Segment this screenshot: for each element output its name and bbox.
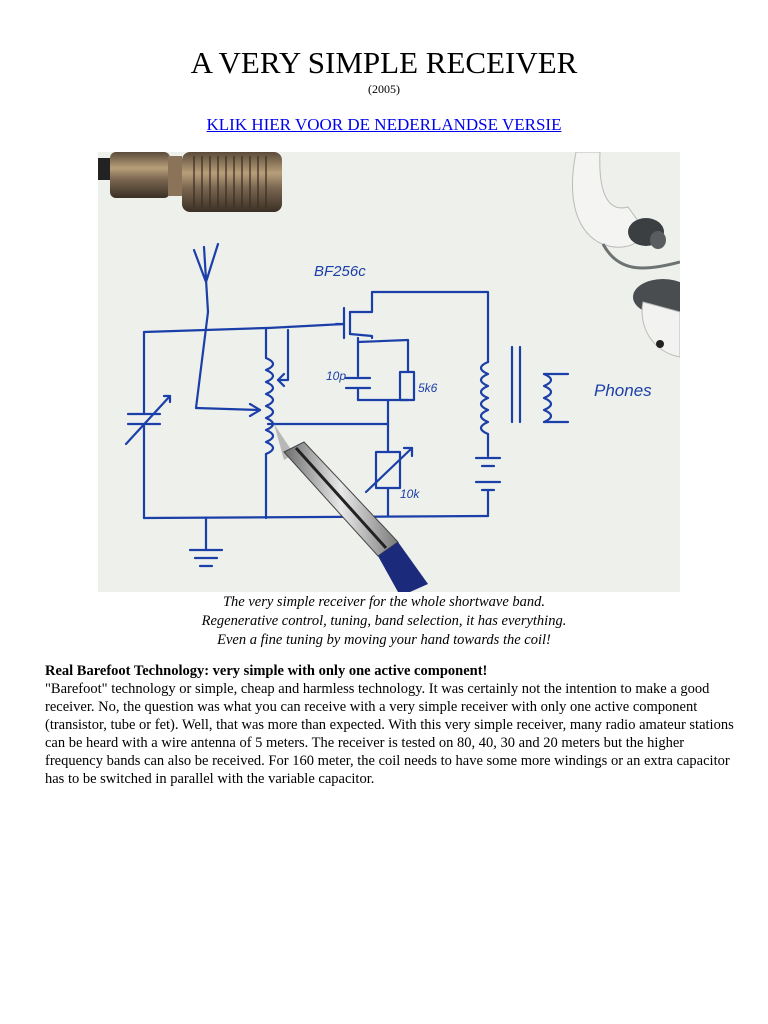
page-title: A VERY SIMPLE RECEIVER [190, 45, 578, 80]
article-paragraph: "Barefoot" technology or simple, cheap and harmless technology. It was certainly not the intention to make a good receiver. No, the question was what you can receive with a very simple receiver with only one active component (transistor, tube or fet). Well, that was more than expected. With this very simple receiver, many radio amateur stations can be heard with a wire antenna of 5 meters. The receiver is tested on 80, 40, 30 and 20 meters but the higher frequency bands can also be received. For 160 meter, the coil needs to have some more windings or an extra capacitor has to be switched in parallel with the variable capacitor. [45, 681, 734, 787]
schematic-drawing [98, 152, 680, 592]
potentiometer-label: 10k [400, 487, 420, 501]
transistor-label: BF256c [314, 263, 366, 280]
schematic-photo [98, 152, 680, 592]
dutch-version-link-container [0, 114, 768, 136]
dutch-version-link[interactable]: KLIK HIER VOOR DE NEDERLANDSE VERSIE [206, 115, 562, 134]
article-heading: Real Barefoot Technology: very simple with only one active component! [45, 663, 488, 679]
article-body [45, 662, 735, 788]
caption-line: Regenerative control, tuning, band selection, it has everything. [201, 613, 567, 629]
caption-line: The very simple receiver for the whole shortwave band. [222, 594, 546, 610]
caption-line: Even a fine tuning by moving your hand towards the coil! [217, 632, 551, 648]
capacitor-label: 10p [326, 369, 347, 383]
year-label: (2005) [368, 82, 400, 96]
phones-label: Phones [594, 381, 652, 400]
photo-caption [0, 593, 768, 650]
resistor-label: 5k6 [418, 381, 438, 395]
